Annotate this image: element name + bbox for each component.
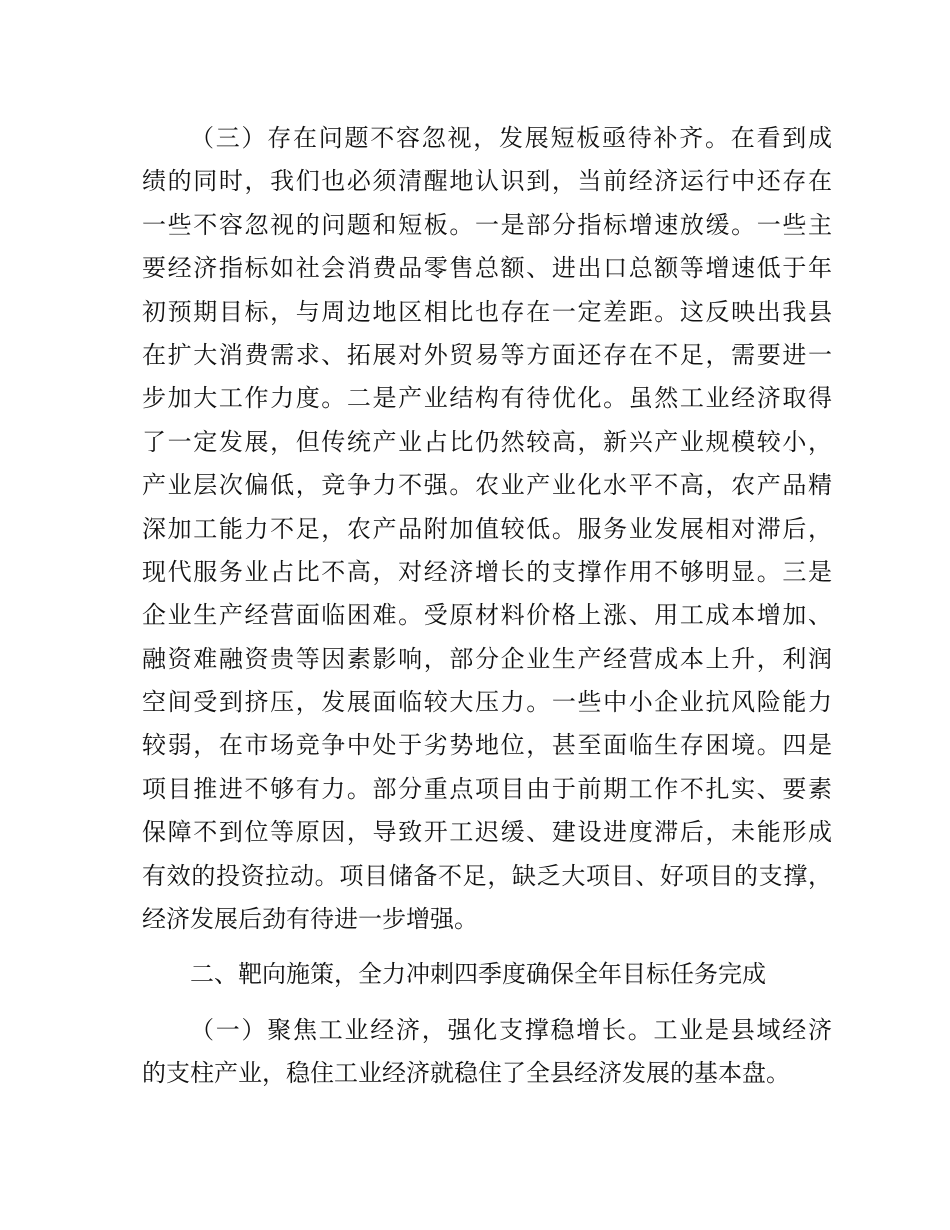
paragraph-line: 的支柱产业，稳住工业经济就稳住了全县经济发展的基本盘。 <box>142 1059 790 1088</box>
paragraph-line: 较弱，在市场竞争中处于劣势地位，甚至面临生存困境。四是 <box>142 731 832 760</box>
paragraph-line: 融资难融资贵等因素影响，部分企业生产经营成本上升，利润 <box>142 644 832 673</box>
document-body <box>142 117 832 1096</box>
paragraph-line: 产业层次偏低，竞争力不强。农业产业化水平不高，农产品精 <box>142 471 832 500</box>
paragraph-line: 了一定发展，但传统产业占比仍然较高，新兴产业规模较小， <box>142 427 832 456</box>
paragraph-line: 步加大工作力度。二是产业结构有待优化。虽然工业经济取得 <box>142 384 832 413</box>
paragraph-line: （三）存在问题不容忽视，发展短板亟待补齐。在看到成 <box>190 124 832 152</box>
paragraph-line: 绩的同时，我们也必须清醒地认识到，当前经济运行中还存在 <box>142 167 832 196</box>
paragraph-line: （一）聚焦工业经济，强化支撑稳增长。工业是县域经济 <box>190 1015 832 1044</box>
paragraph-section-three <box>142 117 832 941</box>
section-heading: 二、靶向施策，全力冲刺四季度确保全年目标任务完成 <box>190 960 766 989</box>
paragraph-line: 企业生产经营面临困难。受原材料价格上涨、用工成本增加、 <box>142 601 832 630</box>
paragraph-line: 深加工能力不足，农产品附加值较低。服务业发展相对滞后， <box>142 514 832 543</box>
paragraph-line: 一些不容忽视的问题和短板。一是部分指标增速放缓。一些主 <box>142 210 832 239</box>
paragraph-line: 保障不到位等原因，导致开工迟缓、建设进度滞后，未能形成 <box>142 818 832 847</box>
paragraph-line: 经济发展后劲有待进一步增强。 <box>142 905 478 934</box>
paragraph-line: 初预期目标，与周边地区相比也存在一定差距。这反映出我县 <box>142 297 832 326</box>
paragraph-line: 在扩大消费需求、拓展对外贸易等方面还存在不足，需要进一 <box>142 340 832 369</box>
paragraph-line: 现代服务业占比不高，对经济增长的支撑作用不够明显。三是 <box>142 557 832 586</box>
paragraph-gap <box>142 997 832 1009</box>
paragraph-line: 空间受到挤压，发展面临较大压力。一些中小企业抗风险能力 <box>142 688 832 717</box>
paragraph-gap <box>142 941 832 953</box>
paragraph-section-one <box>142 1009 832 1096</box>
paragraph-line: 有效的投资拉动。项目储备不足，缺乏大项目、好项目的支撑， <box>142 861 832 890</box>
paragraph-line: 项目推进不够有力。部分重点项目由于前期工作不扎实、要素 <box>142 774 832 803</box>
paragraph-line: 要经济指标如社会消费品零售总额、进出口总额等增速低于年 <box>142 254 832 283</box>
